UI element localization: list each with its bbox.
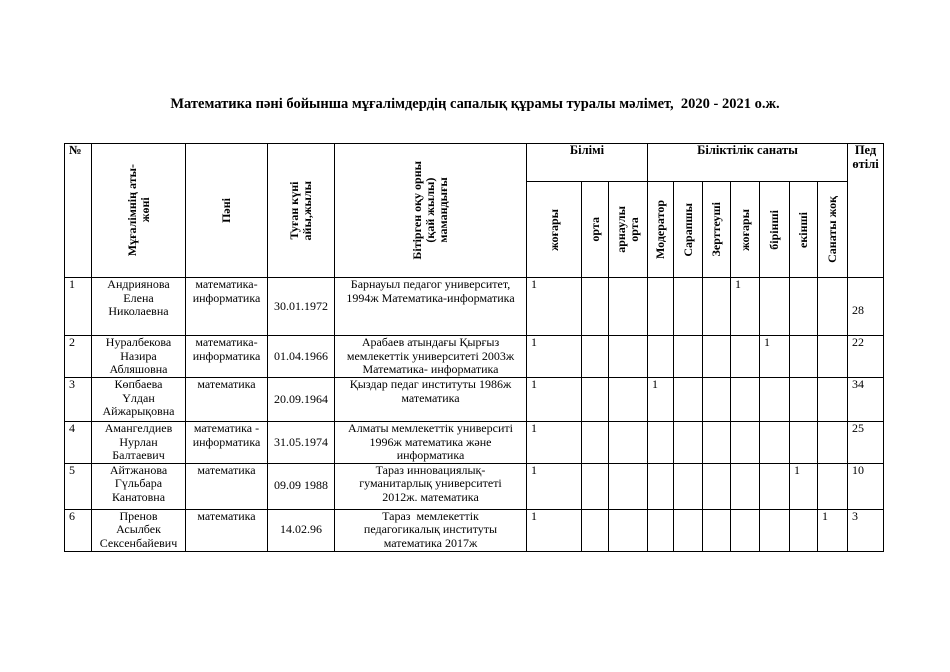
edu-secondary-header: орта <box>582 182 609 278</box>
category-mark-cell <box>703 378 731 422</box>
category-mark-cell <box>818 463 848 509</box>
subject-cell: математика- информатика <box>186 278 268 336</box>
category-mark-cell <box>703 463 731 509</box>
experience-cell: 25 <box>848 422 884 464</box>
category-mark-cell <box>648 336 674 378</box>
table-row <box>65 278 884 336</box>
category-mark-cell <box>648 278 674 336</box>
col-edu-place-header: Бітірген оқу орны (қай жылы) мамандығы <box>335 144 527 278</box>
category-mark-cell <box>731 336 760 378</box>
education-mark-cell <box>609 463 648 509</box>
col-birth-header: Туған күні айы,жылы <box>268 144 335 278</box>
education-mark-cell <box>609 422 648 464</box>
category-mark-cell <box>760 509 790 551</box>
category-mark-cell <box>790 509 818 551</box>
document-title: Математика пәні бойынша мұғалімдердің сапалық құрамы туралы мәлімет, 2020 - 2021 о.ж. <box>170 96 780 112</box>
birth-date-cell: 09.09 1988 <box>268 463 335 509</box>
category-mark-cell <box>674 336 703 378</box>
cat-researcher-header: Зерттеуші <box>703 182 731 278</box>
education-place-cell: Қыздар педаг институты 1986ж математика <box>335 378 527 422</box>
experience-cell: 10 <box>848 463 884 509</box>
cat-none-header: Санаты жоқ <box>818 182 848 278</box>
education-place-cell: Арабаев атындағы Қырғыз мемлекеттік университеті 2003ж Математика- информатика <box>335 336 527 378</box>
birth-date-cell: 20.09.1964 <box>268 378 335 422</box>
education-mark-cell <box>582 463 609 509</box>
category-mark-cell <box>731 463 760 509</box>
category-mark-cell <box>818 278 848 336</box>
row-number-cell: 2 <box>65 336 92 378</box>
col-name-header: Мұғалімнің аты- жөні <box>92 144 186 278</box>
category-mark-cell <box>703 278 731 336</box>
category-mark-cell <box>760 422 790 464</box>
experience-cell: 22 <box>848 336 884 378</box>
category-mark-cell <box>790 336 818 378</box>
category-mark-cell: 1 <box>790 463 818 509</box>
category-mark-cell <box>760 463 790 509</box>
category-mark-cell <box>648 463 674 509</box>
row-number-cell: 4 <box>65 422 92 464</box>
education-place-cell: Тараз мемлекеттік педагогикалық институты математика 2017ж <box>335 509 527 551</box>
teacher-name-cell: Пренов Асылбек Сексенбайевич <box>92 509 186 551</box>
table-row <box>65 463 884 509</box>
subject-cell: математика <box>186 463 268 509</box>
education-mark-cell <box>582 378 609 422</box>
education-mark-cell: 1 <box>527 336 582 378</box>
education-place-cell: Тараз инновациялық- гуманитарлық университеті 2012ж. математика <box>335 463 527 509</box>
category-mark-cell <box>648 509 674 551</box>
category-mark-cell <box>703 336 731 378</box>
category-mark-cell <box>731 422 760 464</box>
birth-date-cell: 14.02.96 <box>268 509 335 551</box>
category-mark-cell <box>674 509 703 551</box>
col-subject-header: Пәні <box>186 144 268 278</box>
cat-moderator-header: Модератор <box>648 182 674 278</box>
experience-cell: 34 <box>848 378 884 422</box>
teacher-name-cell: Андриянова Елена Николаевна <box>92 278 186 336</box>
col-experience-header: Пед өтілі <box>848 144 884 278</box>
education-mark-cell <box>582 336 609 378</box>
education-mark-cell: 1 <box>527 378 582 422</box>
birth-date-cell: 31.05.1974 <box>268 422 335 464</box>
cat-first-header: бірінші <box>760 182 790 278</box>
category-mark-cell <box>674 378 703 422</box>
category-mark-cell: 1 <box>760 336 790 378</box>
row-number-cell: 5 <box>65 463 92 509</box>
cat-expert-header: Сарапшы <box>674 182 703 278</box>
education-mark-cell: 1 <box>527 422 582 464</box>
category-mark-cell <box>760 278 790 336</box>
subject-cell: математика <box>186 378 268 422</box>
table-row <box>65 336 884 378</box>
education-mark-cell <box>609 336 648 378</box>
birth-date-cell: 30.01.1972 <box>268 278 335 336</box>
col-category-header: Біліктілік санаты <box>648 144 848 182</box>
category-mark-cell: 1 <box>818 509 848 551</box>
education-mark-cell: 1 <box>527 509 582 551</box>
cat-second-header: екінші <box>790 182 818 278</box>
cat-highest-header: жоғары <box>731 182 760 278</box>
category-mark-cell <box>760 378 790 422</box>
education-mark-cell: 1 <box>527 278 582 336</box>
row-number-cell: 3 <box>65 378 92 422</box>
education-mark-cell <box>582 278 609 336</box>
category-mark-cell <box>674 463 703 509</box>
education-mark-cell <box>609 278 648 336</box>
education-mark-cell <box>582 509 609 551</box>
category-mark-cell <box>674 422 703 464</box>
col-number-header: № <box>65 144 92 278</box>
table-row <box>65 509 884 551</box>
table-row <box>65 378 884 422</box>
teacher-name-cell: Амангелдиев Нурлан Балтаевич <box>92 422 186 464</box>
subject-cell: математика - информатика <box>186 422 268 464</box>
category-mark-cell <box>648 422 674 464</box>
education-mark-cell <box>582 422 609 464</box>
education-place-cell: Алматы мемлекеттік университі 1996ж математика және информатика <box>335 422 527 464</box>
category-mark-cell: 1 <box>648 378 674 422</box>
education-mark-cell: 1 <box>527 463 582 509</box>
category-mark-cell <box>818 336 848 378</box>
subject-cell: математика <box>186 509 268 551</box>
category-mark-cell <box>674 278 703 336</box>
education-mark-cell <box>609 509 648 551</box>
table-row <box>65 422 884 464</box>
edu-higher-header: жоғары <box>527 182 582 278</box>
category-mark-cell <box>731 509 760 551</box>
row-number-cell: 1 <box>65 278 92 336</box>
category-mark-cell <box>818 422 848 464</box>
category-mark-cell <box>790 378 818 422</box>
category-mark-cell <box>790 422 818 464</box>
teacher-name-cell: Нуралбекова Назира Абляшовна <box>92 336 186 378</box>
education-place-cell: Барнауыл педагог университет, 1994ж Математика-информатика <box>335 278 527 336</box>
category-mark-cell <box>703 422 731 464</box>
birth-date-cell: 01.04.1966 <box>268 336 335 378</box>
subject-cell: математика- информатика <box>186 336 268 378</box>
row-number-cell: 6 <box>65 509 92 551</box>
edu-vocational-header: арнаулы орта <box>609 182 648 278</box>
category-mark-cell <box>731 378 760 422</box>
teacher-name-cell: Көпбаева Үлдан Айжарықовна <box>92 378 186 422</box>
teacher-name-cell: Айтжанова Гүльбара Канатовна <box>92 463 186 509</box>
col-education-header: Білімі <box>527 144 648 182</box>
teachers-table <box>64 143 884 552</box>
category-mark-cell: 1 <box>731 278 760 336</box>
category-mark-cell <box>818 378 848 422</box>
category-mark-cell <box>790 278 818 336</box>
experience-cell: 3 <box>848 509 884 551</box>
experience-cell: 28 <box>848 278 884 336</box>
education-mark-cell <box>609 378 648 422</box>
category-mark-cell <box>703 509 731 551</box>
